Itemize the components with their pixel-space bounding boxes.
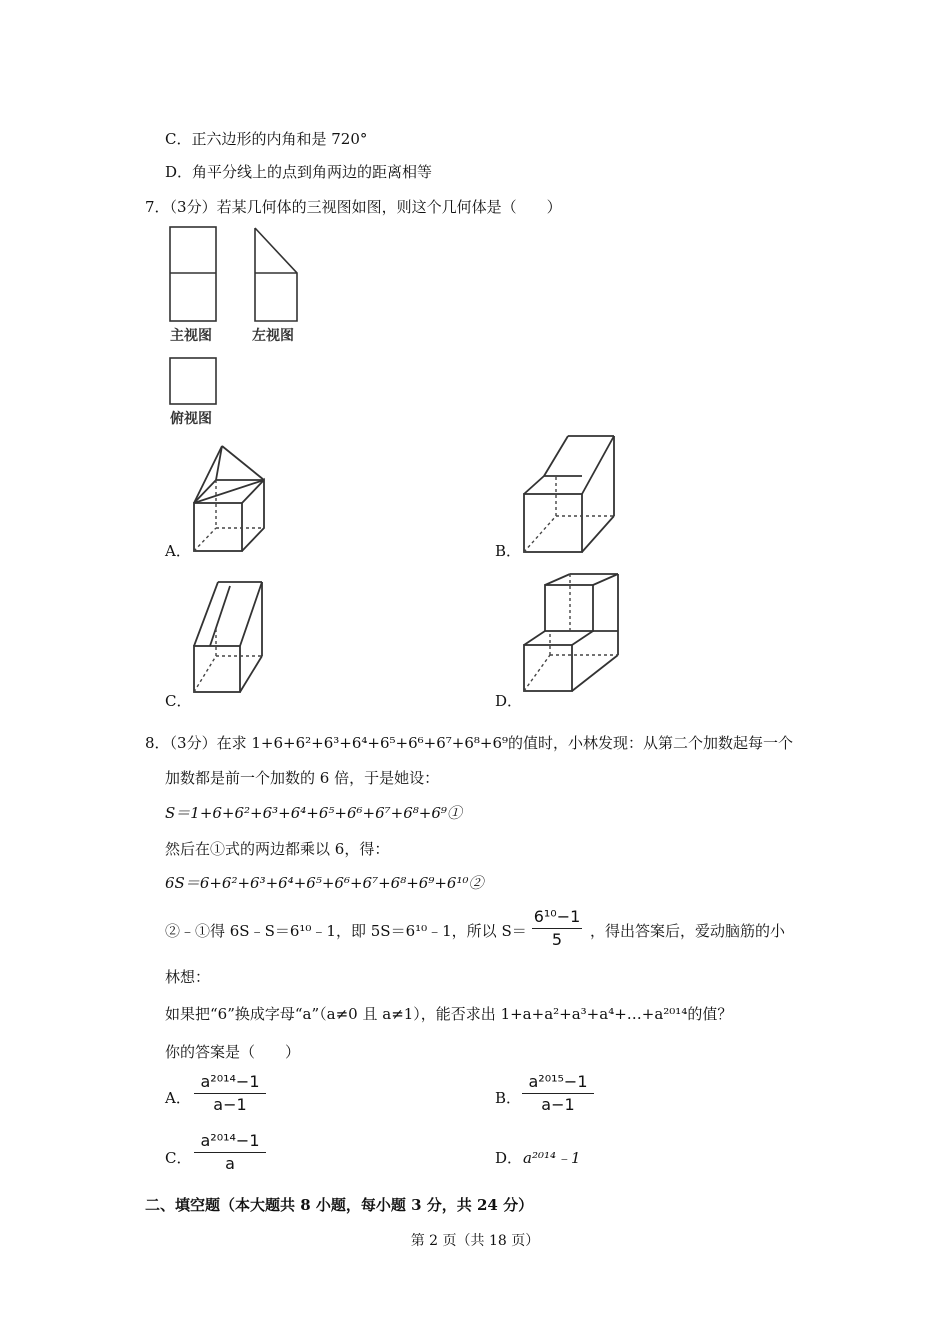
q8-derivation-b: ，得出答案后，爱动脑筋的小 [590, 922, 786, 940]
q8-option-c-denominator: a [225, 1154, 235, 1173]
q8-sum-expression: 1+6+6²+6³+6⁴+6⁵+6⁶+6⁷+6⁸+6⁹ [251, 734, 509, 752]
q7-top-view-figure [165, 355, 225, 407]
q7-option-b-figure [520, 432, 620, 557]
q8-stem-rest: 的值时，小林发现：从第二个加数起每一个 [508, 734, 794, 752]
q8-stem-line7: 林想： [165, 968, 211, 986]
q8-option-d-text: a²⁰¹⁴﹣1 [523, 1149, 581, 1167]
q8-stem-line1 [145, 732, 793, 753]
q8-result-fraction [532, 907, 582, 950]
q7-left-view-figure [250, 225, 310, 325]
page-footer: 第 2 页（共 18 页） [410, 1233, 540, 1249]
q8-option-a-denominator: a−1 [213, 1095, 247, 1114]
q7-front-view-figure [165, 225, 225, 325]
q6-option-d: D．角平分线上的点到角两边的距离相等 [165, 163, 433, 181]
q8-option-b-numerator: a²⁰¹⁵−1 [528, 1072, 588, 1091]
q7-option-d-label: D． [495, 692, 523, 710]
q8-stem-number: 8．（3分）在求 [145, 734, 252, 752]
q7-front-view-label: 主视图 [170, 328, 212, 344]
q7-left-view-label: 左视图 [252, 328, 294, 344]
q7-top-view-label: 俯视图 [170, 411, 212, 427]
q8-option-b-fraction [522, 1072, 594, 1115]
q7-option-c-label: C． [165, 692, 192, 710]
q8-result-denominator: 5 [551, 930, 563, 949]
q8-option-d-label: D． [495, 1149, 523, 1167]
q8-stem-line4: 然后在①式的两边都乘以 6，得： [165, 840, 390, 858]
q8-answer-prompt: 你的答案是（ ） [165, 1043, 301, 1061]
q8-option-c-numerator: a²⁰¹⁴−1 [200, 1131, 260, 1150]
q8-equation-1: S＝1+6+6²+6³+6⁴+6⁵+6⁶+6⁷+6⁸+6⁹① [165, 804, 462, 822]
q7-option-a-label: A． [165, 542, 191, 560]
q8-option-b-label: B． [495, 1089, 522, 1107]
q6-option-c: C．正六边形的内角和是 720° [165, 130, 368, 148]
q8-option-b-denominator: a−1 [541, 1095, 575, 1114]
section-2-heading: 二、填空题（本大题共 8 小题，每小题 3 分，共 24 分） [145, 1196, 534, 1214]
q8-option-a-numerator: a²⁰¹⁴−1 [200, 1072, 260, 1091]
q7-stem: 7．（3分）若某几何体的三视图如图，则这个几何体是（ ） [145, 198, 562, 216]
q8-option-a-label: A． [165, 1089, 191, 1107]
q8-stem-line8: 如果把“6”换成字母“a”（a≠0 且 a≠1），能否求出 1+a+a²+a³+a⁴+…+a²⁰¹⁴的值？ [165, 1005, 733, 1023]
q7-option-c-figure [190, 578, 270, 698]
q7-option-a-figure [190, 440, 270, 555]
q8-equation-2: 6S＝6+6²+6³+6⁴+6⁵+6⁶+6⁷+6⁸+6⁹+6¹⁰② [165, 874, 484, 892]
q8-option-a-fraction [194, 1072, 266, 1115]
q7-option-d-figure [520, 570, 620, 695]
q8-option-c-fraction [194, 1131, 266, 1174]
q8-stem-line2: 加数都是前一个加数的 6 倍，于是她设： [165, 769, 440, 787]
q8-result-numerator: 6¹⁰−1 [533, 907, 581, 926]
q7-option-b-label: B． [495, 542, 522, 560]
q8-option-c-label: C． [165, 1149, 192, 1167]
q8-derivation-a: ②﹣①得 6S﹣S＝6¹⁰﹣1，即 5S＝6¹⁰﹣1，所以 S＝ [165, 922, 527, 940]
